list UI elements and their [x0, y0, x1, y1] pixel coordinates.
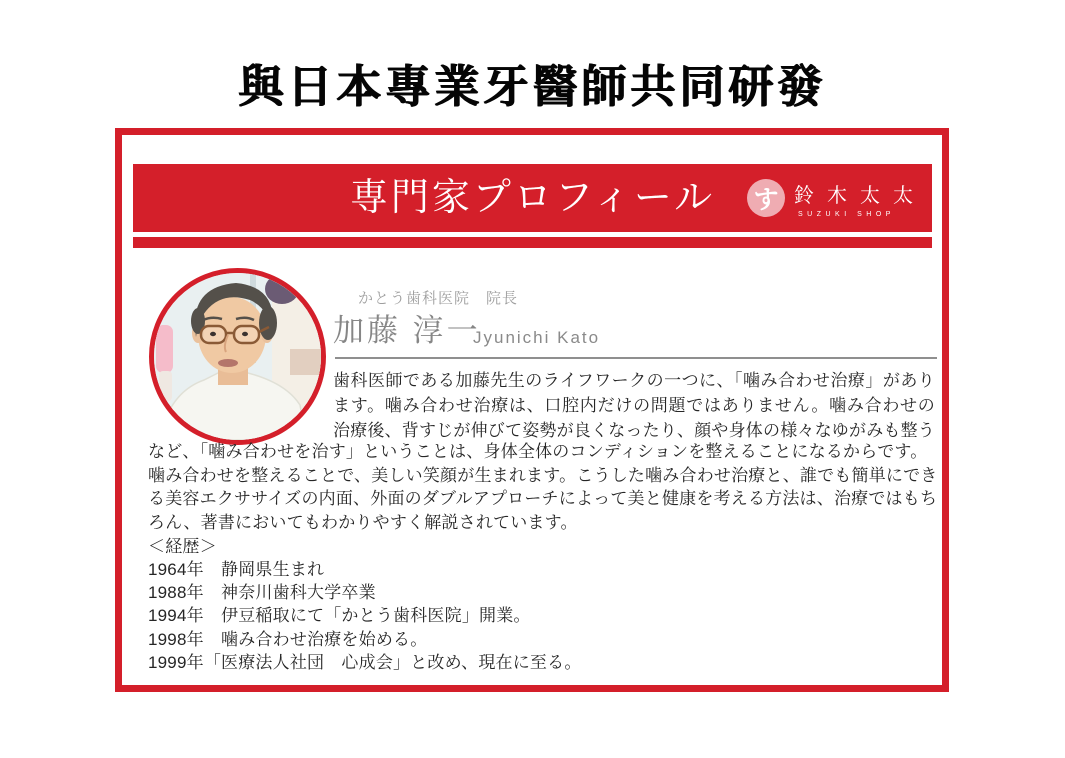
brand-text — [794, 179, 926, 218]
career-line: 1998年 噛み合わせ治療を始める。 — [148, 630, 428, 649]
brand-name: 鈴木太太 — [794, 184, 926, 207]
page-title: 與日本專業牙醫師共同研發 — [238, 61, 827, 112]
brand-subtitle: SUZUKI SHOP — [798, 210, 895, 218]
bio-line: など、「噛み合わせを治す」ということは、身体全体のコンディションを整えることになるからです。 — [148, 442, 928, 461]
bio-line: 噛み合わせを整えることで、美しい笑顔が生まれます。こうした噛み合わせ治療と、誰でも簡単にでき — [148, 466, 938, 485]
career-line: 1999年「医療法人社団 心成会」と改め、現在に至る。 — [148, 653, 582, 672]
name-underline — [335, 357, 937, 359]
career-heading: ＜経歴＞ — [148, 537, 217, 556]
bio-line: 治療後、背すじが伸びて姿勢が良くなったり、顔や身体の様々なゆがみも整う — [333, 421, 935, 440]
career-line: 1988年 神奈川歯科大学卒業 — [148, 583, 376, 602]
bio-line: ます。噛み合わせ治療は、口腔内だけの問題ではありません。噛み合わせの — [333, 396, 935, 415]
career-line: 1994年 伊豆稲取にて「かとう歯科医院」開業。 — [148, 606, 531, 625]
header-accent-bar — [133, 237, 932, 248]
bio-line: 歯科医師である加藤先生のライフワークの一つに、「噛み合わせ治療」があり — [333, 371, 935, 390]
profile-card — [115, 128, 949, 692]
brand-logo — [747, 164, 926, 232]
bio-line: ろん、著書においてもわかりやすく解説されています。 — [148, 513, 578, 532]
doctor-portrait-illustration — [154, 273, 321, 440]
suzuki-mark-icon: す — [747, 179, 785, 217]
card-header-bar — [133, 164, 932, 232]
doctor-photo — [149, 268, 326, 445]
clinic-role-label: かとう歯科医院 院長 — [358, 290, 519, 307]
doctor-name: 加藤 淳一 — [333, 313, 481, 348]
career-line: 1964年 静岡県生まれ — [148, 560, 325, 579]
bio-line: る美容エクササイズの内面、外面のダブルアプローチによって美と健康を考える方法は、治療ではもち — [148, 489, 938, 508]
card-header-title: 専門家プロフィール — [349, 177, 716, 219]
doctor-name-romaji: Jyunichi Kato — [473, 328, 601, 347]
